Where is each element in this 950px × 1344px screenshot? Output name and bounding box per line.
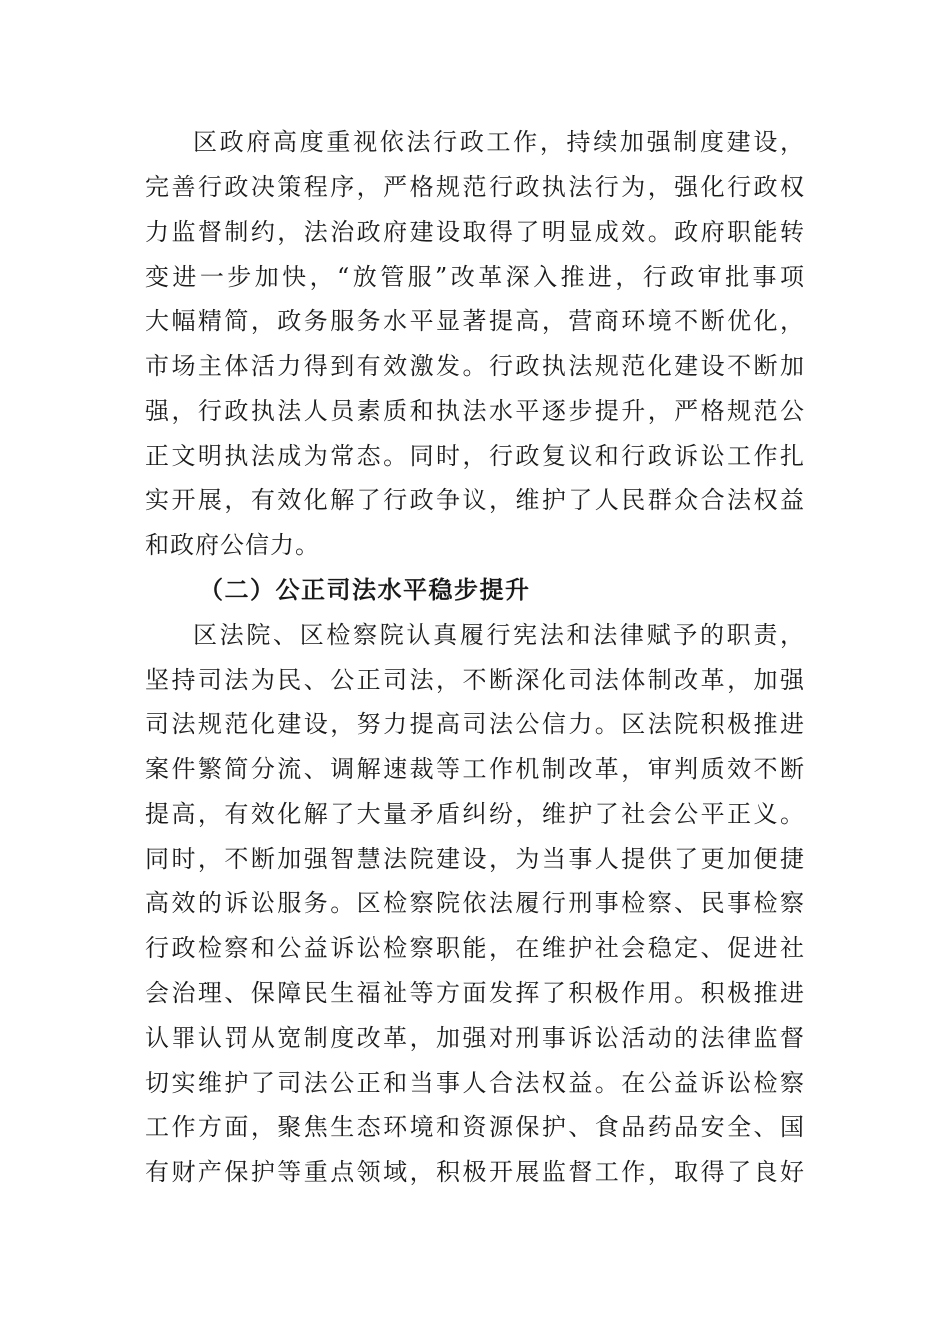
- paragraph-1-line-3: 力监督制约，法治政府建设取得了明显成效。政府职能转: [145, 218, 805, 246]
- paragraph-1-line-9: 实开展，有效化解了行政争议，维护了人民群众合法权益: [145, 486, 805, 514]
- paragraph-2-line-12: 工作方面，聚焦生态环境和资源保护、食品药品安全、国: [145, 1113, 805, 1141]
- paragraph-1-line-4: 变进一步加快，“放管服”改革深入推进，行政审批事项: [145, 263, 805, 291]
- paragraph-2-line-4: 案件繁简分流、调解速裁等工作机制改革，审判质效不断: [145, 755, 805, 783]
- paragraph-1-line-8: 正文明执法成为常态。同时，行政复议和行政诉讼工作扎: [145, 442, 805, 470]
- paragraph-2-line-10: 认罪认罚从宽制度改革，加强对刑事诉讼活动的法律监督: [145, 1024, 805, 1052]
- paragraph-2-line-7: 高效的诉讼服务。区检察院依法履行刑事检察、民事检察: [145, 889, 805, 917]
- paragraph-2-line-11: 切实维护了司法公正和当事人合法权益。在公益诉讼检察: [145, 1069, 805, 1097]
- paragraph-2-line-1: 区法院、区检察院认真履行宪法和法律赋予的职责，: [193, 621, 805, 649]
- paragraph-2-line-8: 行政检察和公益诉讼检察职能，在维护社会稳定、促进社: [145, 934, 805, 962]
- paragraph-2-line-3: 司法规范化建设，努力提高司法公信力。区法院积极推进: [145, 710, 805, 738]
- paragraph-2-line-13: 有财产保护等重点领域，积极开展监督工作，取得了良好: [145, 1158, 805, 1186]
- paragraph-1-line-2: 完善行政决策程序，严格规范行政执法行为，强化行政权: [145, 173, 805, 201]
- paragraph-2-line-9: 会治理、保障民生福祉等方面发挥了积极作用。积极推进: [145, 979, 805, 1007]
- section-heading: （二）公正司法水平稳步提升: [199, 576, 531, 604]
- paragraph-1-line-7: 强，行政执法人员素质和执法水平逐步提升，严格规范公: [145, 397, 805, 425]
- paragraph-2-line-5: 提高，有效化解了大量矛盾纠纷，维护了社会公平正义。: [145, 800, 805, 828]
- paragraph-2-line-2: 坚持司法为民、公正司法，不断深化司法体制改革，加强: [145, 666, 805, 694]
- paragraph-1-line-6: 市场主体活力得到有效激发。行政执法规范化建设不断加: [145, 352, 805, 380]
- paragraph-1-line-10: 和政府公信力。: [145, 531, 320, 559]
- paragraph-1-line-5: 大幅精简，政务服务水平显著提高，营商环境不断优化，: [145, 307, 805, 335]
- paragraph-1-line-1: 区政府高度重视依法行政工作，持续加强制度建设，: [193, 128, 805, 156]
- paragraph-2-line-6: 同时，不断加强智慧法院建设，为当事人提供了更加便捷: [145, 845, 805, 873]
